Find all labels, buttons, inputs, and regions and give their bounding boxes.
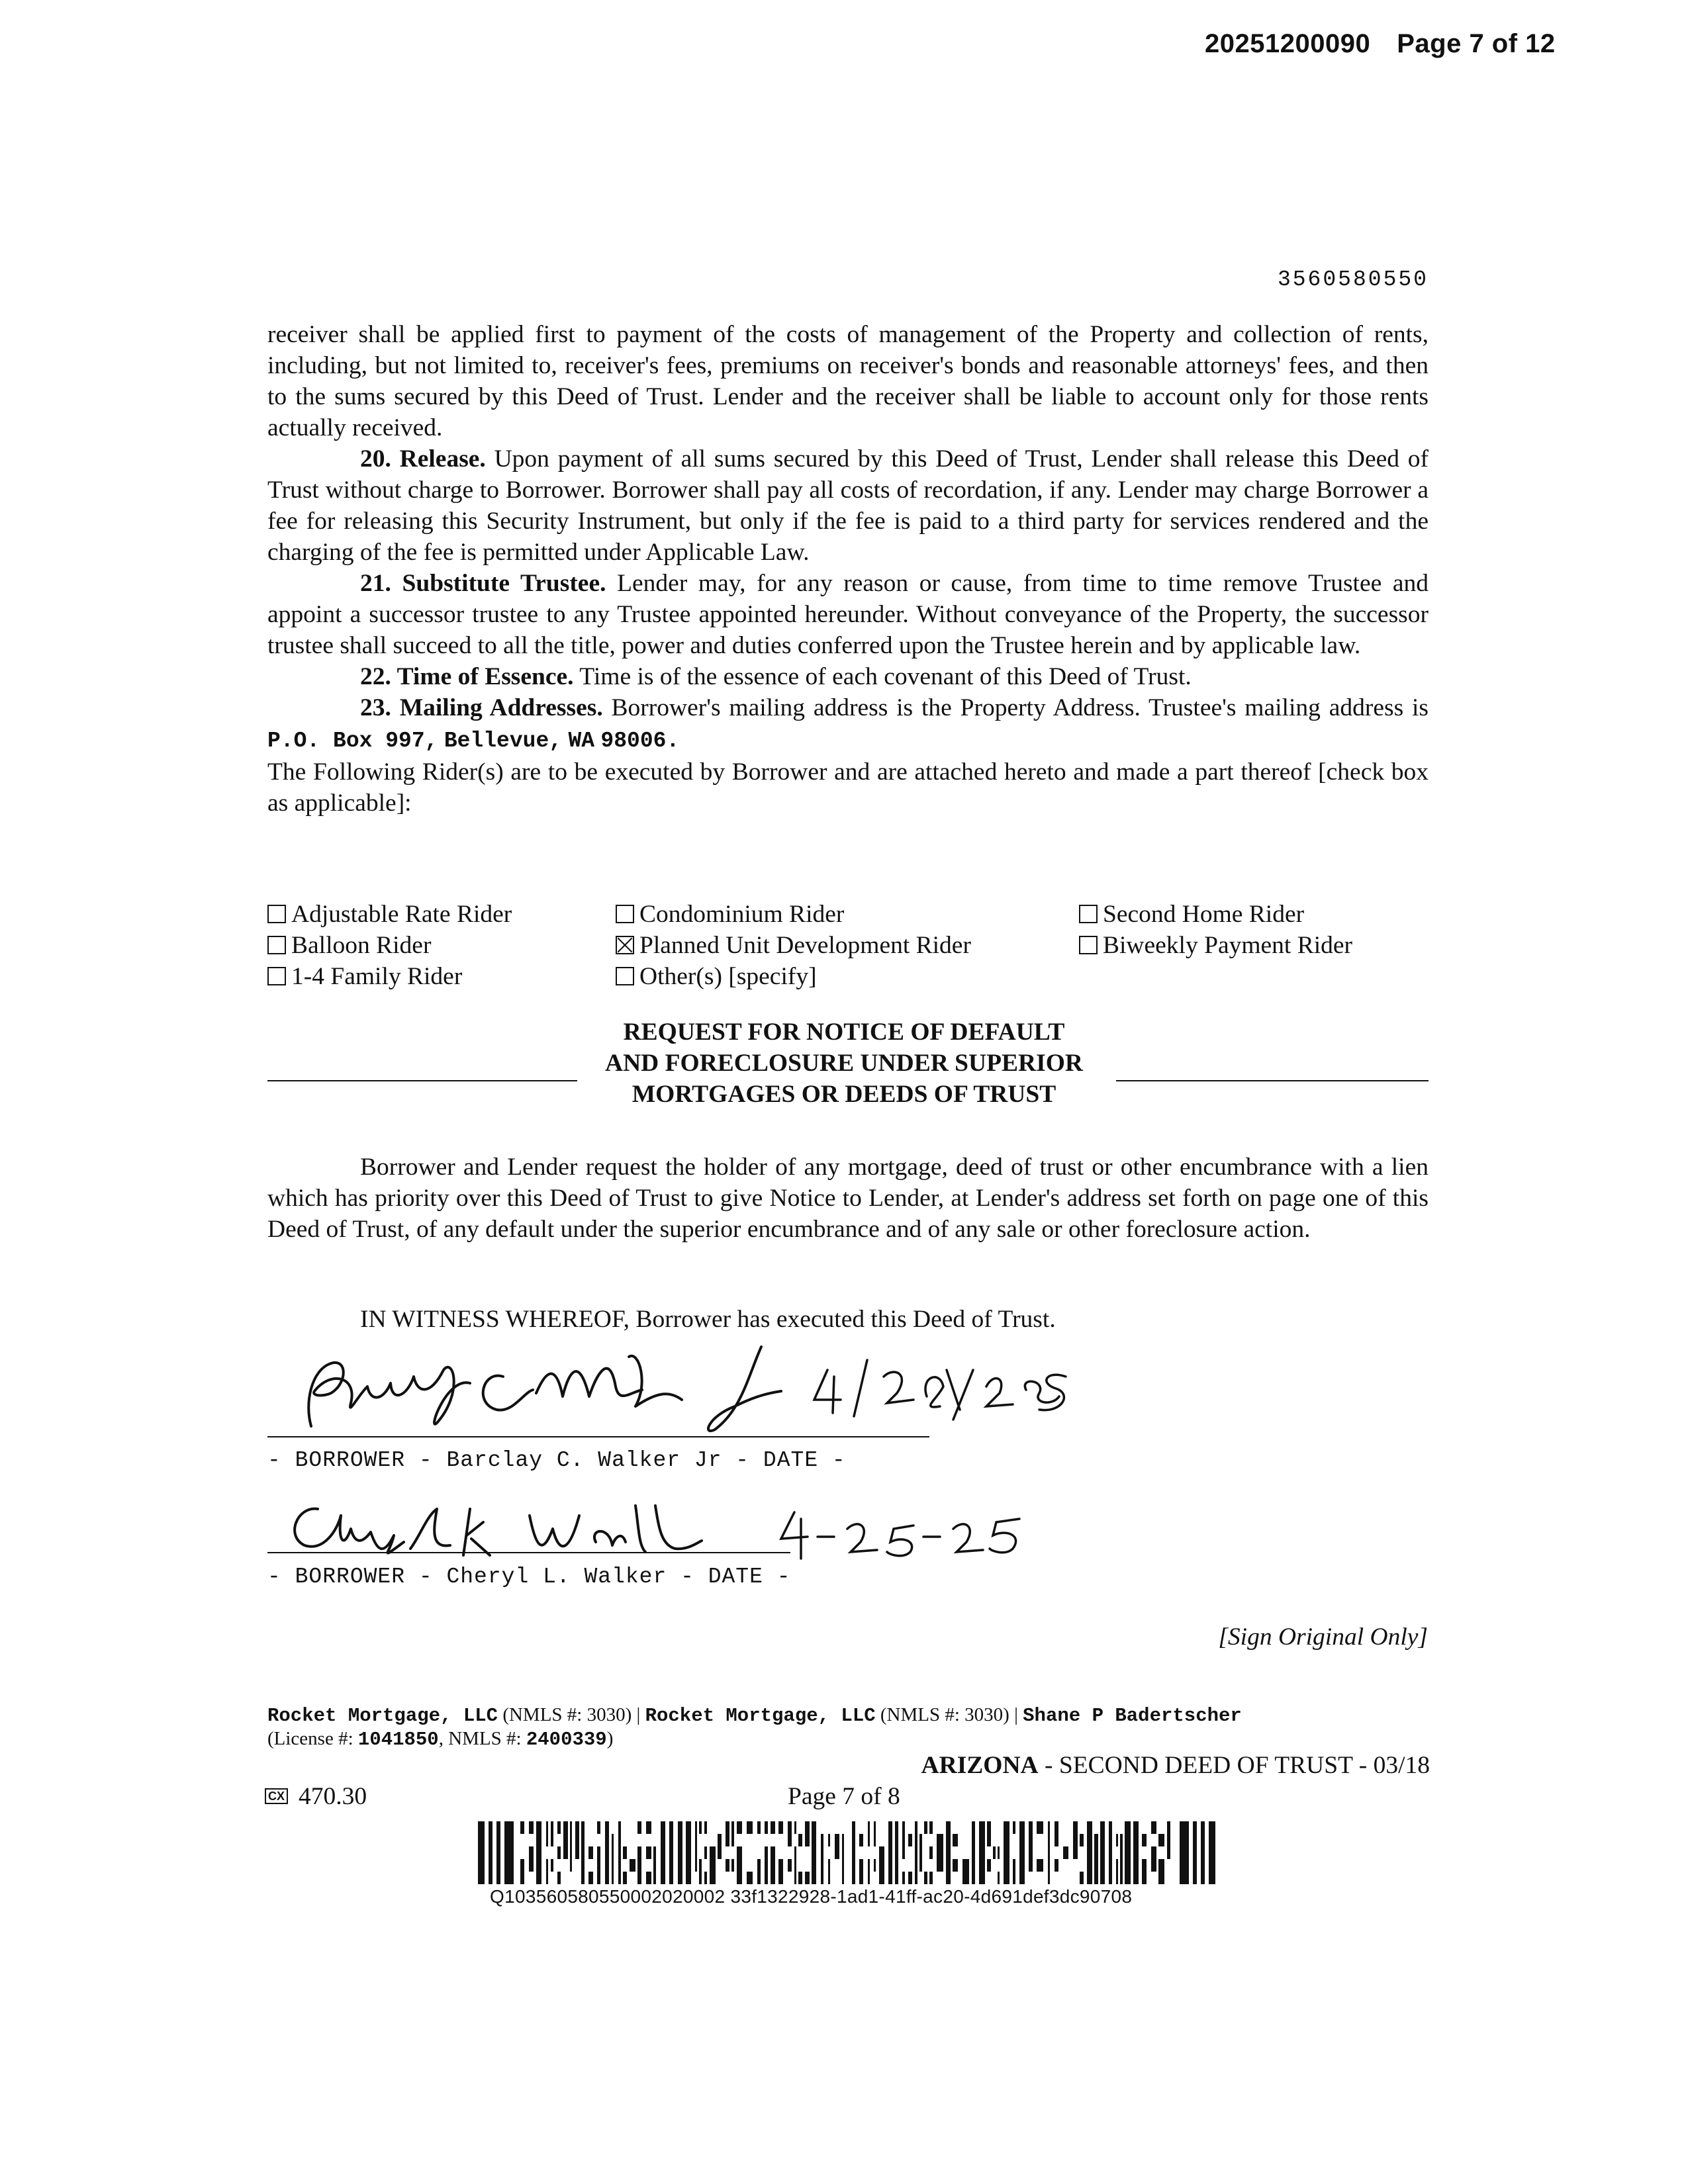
rider-adjustable-rate[interactable] — [267, 899, 512, 930]
page-number: Page 7 of 8 — [788, 1783, 900, 1810]
riders-intro: The Following Rider(s) are to be executed by Borrower and are attached hereto and made a part thereof [check box as applicable]: — [267, 758, 1429, 817]
continuation-paragraph: receiver shall be applied first to payment of the costs of management of the Property and collection of rents, including, but not limited to, receiver's fees, premiums on receiver's bonds and reasonable attorneys' fees, and then to the sums secured by this Deed of Trust. Lender and the receiver shall be liable to account only for those rents actually received. — [267, 321, 1429, 441]
rider-balloon[interactable] — [267, 930, 431, 961]
rider-condominium[interactable] — [616, 899, 844, 930]
signature-label-barclay: - BORROWER - Barclay C. Walker Jr - DATE - — [267, 1448, 846, 1473]
paragraph-23-heading: 23. Mailing Addresses. — [360, 694, 603, 721]
signature-line-1 — [267, 1436, 929, 1437]
signature-label-cheryl: - BORROWER - Cheryl L. Walker - DATE - — [267, 1565, 791, 1589]
checkbox-1-4-family[interactable] — [267, 967, 286, 985]
checkbox-biweekly-payment[interactable] — [1079, 936, 1098, 954]
form-number-text: 470.30 — [299, 1783, 367, 1810]
paragraph-21-text: Lender may, for any reason or cause, from time to time remove Trustee and appoint a successor trustee to any Trustee appointed hereunder. Without conveyance of the Property, the successor trustee shall succeed to all the title, power and duties conferred upon the Trustee herein and by applicable law. — [267, 570, 1429, 659]
paragraph-22-heading: 22. Time of Essence. — [360, 663, 574, 690]
checkbox-condominium[interactable] — [616, 905, 634, 923]
paragraph-22 — [267, 661, 1429, 692]
rider-label: Other(s) [specify] — [639, 963, 817, 990]
rider-label: Balloon Rider — [291, 932, 432, 959]
form-title — [921, 1751, 1430, 1780]
loan-number: 3560580550 — [1277, 267, 1429, 292]
lender-info-line-2 — [267, 1727, 1242, 1751]
checkbox-balloon[interactable] — [267, 936, 286, 954]
sign-original-note: [Sign Original Only] — [1218, 1623, 1428, 1651]
paragraph-22-text: Time is of the essence of each covenant of this Deed of Trust. — [579, 663, 1192, 690]
recording-header — [1205, 29, 1556, 59]
form-code-icon: CX — [265, 1788, 288, 1804]
lender-name-2: Rocket Mortgage, LLC — [645, 1705, 876, 1727]
barcode-text: Q103560580550002020002 33f1322928-1ad1-41ff-ac20-4d691def3dc90708 — [490, 1886, 1133, 1907]
rider-planned-unit-development[interactable] — [616, 930, 971, 961]
signature-cheryl — [278, 1489, 1059, 1569]
rider-label: Condominium Rider — [639, 901, 845, 928]
trustee-address-street: P.O. Box 997, — [267, 729, 438, 753]
loan-originator: Shane P Badertscher — [1023, 1705, 1242, 1727]
notice-title-line-2: AND FORECLOSURE UNDER SUPERIOR — [605, 1050, 1083, 1077]
nmls-number: 2400339 — [526, 1729, 607, 1751]
form-title-text: - SECOND DEED OF TRUST - 03/18 — [1045, 1752, 1430, 1779]
paragraph-20-heading: 20. Release. — [360, 445, 486, 473]
deed-body — [267, 319, 1429, 819]
signature-line-2 — [267, 1552, 790, 1553]
checkbox-other[interactable] — [616, 967, 634, 985]
lender-name-1: Rocket Mortgage, LLC — [267, 1705, 498, 1727]
checkbox-planned-unit-development[interactable] — [616, 936, 634, 954]
notice-right-rule — [1116, 1080, 1429, 1081]
lender-info — [267, 1704, 1242, 1751]
lender-info-line-1: Rocket Mortgage, LLC (NMLS #: 3030) | Rocket Mortgage, LLC (NMLS #: 3030) | Shane P Badertscher — [267, 1704, 1242, 1727]
notice-body — [267, 1152, 1429, 1245]
paragraph-21-heading: 21. Substitute Trustee. — [360, 570, 606, 597]
trustee-address-state: WA — [568, 729, 595, 753]
witness-statement: IN WITNESS WHEREOF, Borrower has executed this Deed of Trust. — [360, 1306, 1056, 1333]
recording-number: 20251200090 — [1205, 29, 1371, 58]
notice-title — [569, 1017, 1119, 1110]
notice-title-line-1: REQUEST FOR NOTICE OF DEFAULT — [623, 1019, 1065, 1046]
nmls-prefix: , NMLS #: — [438, 1728, 522, 1749]
notice-title-line-3: MORTGAGES OR DEEDS OF TRUST — [632, 1081, 1056, 1108]
recording-page-label: Page 7 of 12 — [1397, 29, 1556, 58]
form-number — [265, 1782, 367, 1811]
signature-barclay — [285, 1330, 1099, 1443]
license-suffix: ) — [606, 1728, 614, 1749]
rider-1-4-family[interactable] — [267, 961, 462, 992]
checkbox-adjustable-rate[interactable] — [267, 905, 286, 923]
license-prefix: (License #: — [267, 1728, 353, 1749]
rider-second-home[interactable] — [1079, 899, 1304, 930]
rider-biweekly-payment[interactable] — [1079, 930, 1352, 961]
rider-label: Second Home Rider — [1103, 901, 1305, 928]
paragraph-23 — [267, 692, 1429, 756]
rider-label: 1-4 Family Rider — [291, 963, 463, 990]
paragraph-20-text: Upon payment of all sums secured by this Deed of Trust, Lender shall release this Deed of Trust without charge to Borrower. Borrower shall pay all costs of recordation, if any. Lender may charge Borrower a fee for releasing this Security Instrument, but only if the fee is paid to a third party for services rendered and the charging of the fee is permitted under Applicable Law. — [267, 445, 1429, 566]
license-number: 1041850 — [357, 1729, 439, 1751]
rider-label: Adjustable Rate Rider — [291, 901, 512, 928]
paragraph-20 — [267, 443, 1429, 568]
notice-body-text: Borrower and Lender request the holder of any mortgage, deed of trust or other encumbrance with a lien which has priority over this Deed of Trust to give Notice to Lender, at Lender's address set forth on page one of this Deed of Trust, of any default under the superior encumbrance and of any sale or other foreclosure action. — [267, 1154, 1429, 1243]
lender-nmls-1: (NMLS #: 3030) — [502, 1704, 632, 1725]
trustee-address-city: Bellevue, — [444, 729, 563, 753]
notice-left-rule — [267, 1080, 577, 1081]
form-state: ARIZONA — [921, 1752, 1039, 1779]
lender-nmls-2: (NMLS #: 3030) — [880, 1704, 1009, 1725]
rider-other[interactable] — [616, 961, 817, 992]
rider-label: Planned Unit Development Rider — [639, 932, 971, 959]
paragraph-23-text: Borrower's mailing address is the Property Address. Trustee's mailing address is — [611, 694, 1429, 721]
paragraph-21 — [267, 568, 1429, 661]
rider-label: Biweekly Payment Rider — [1103, 932, 1353, 959]
checkbox-second-home[interactable] — [1079, 905, 1098, 923]
trustee-address-zip: 98006. — [600, 729, 680, 753]
document-barcode — [478, 1821, 1219, 1884]
